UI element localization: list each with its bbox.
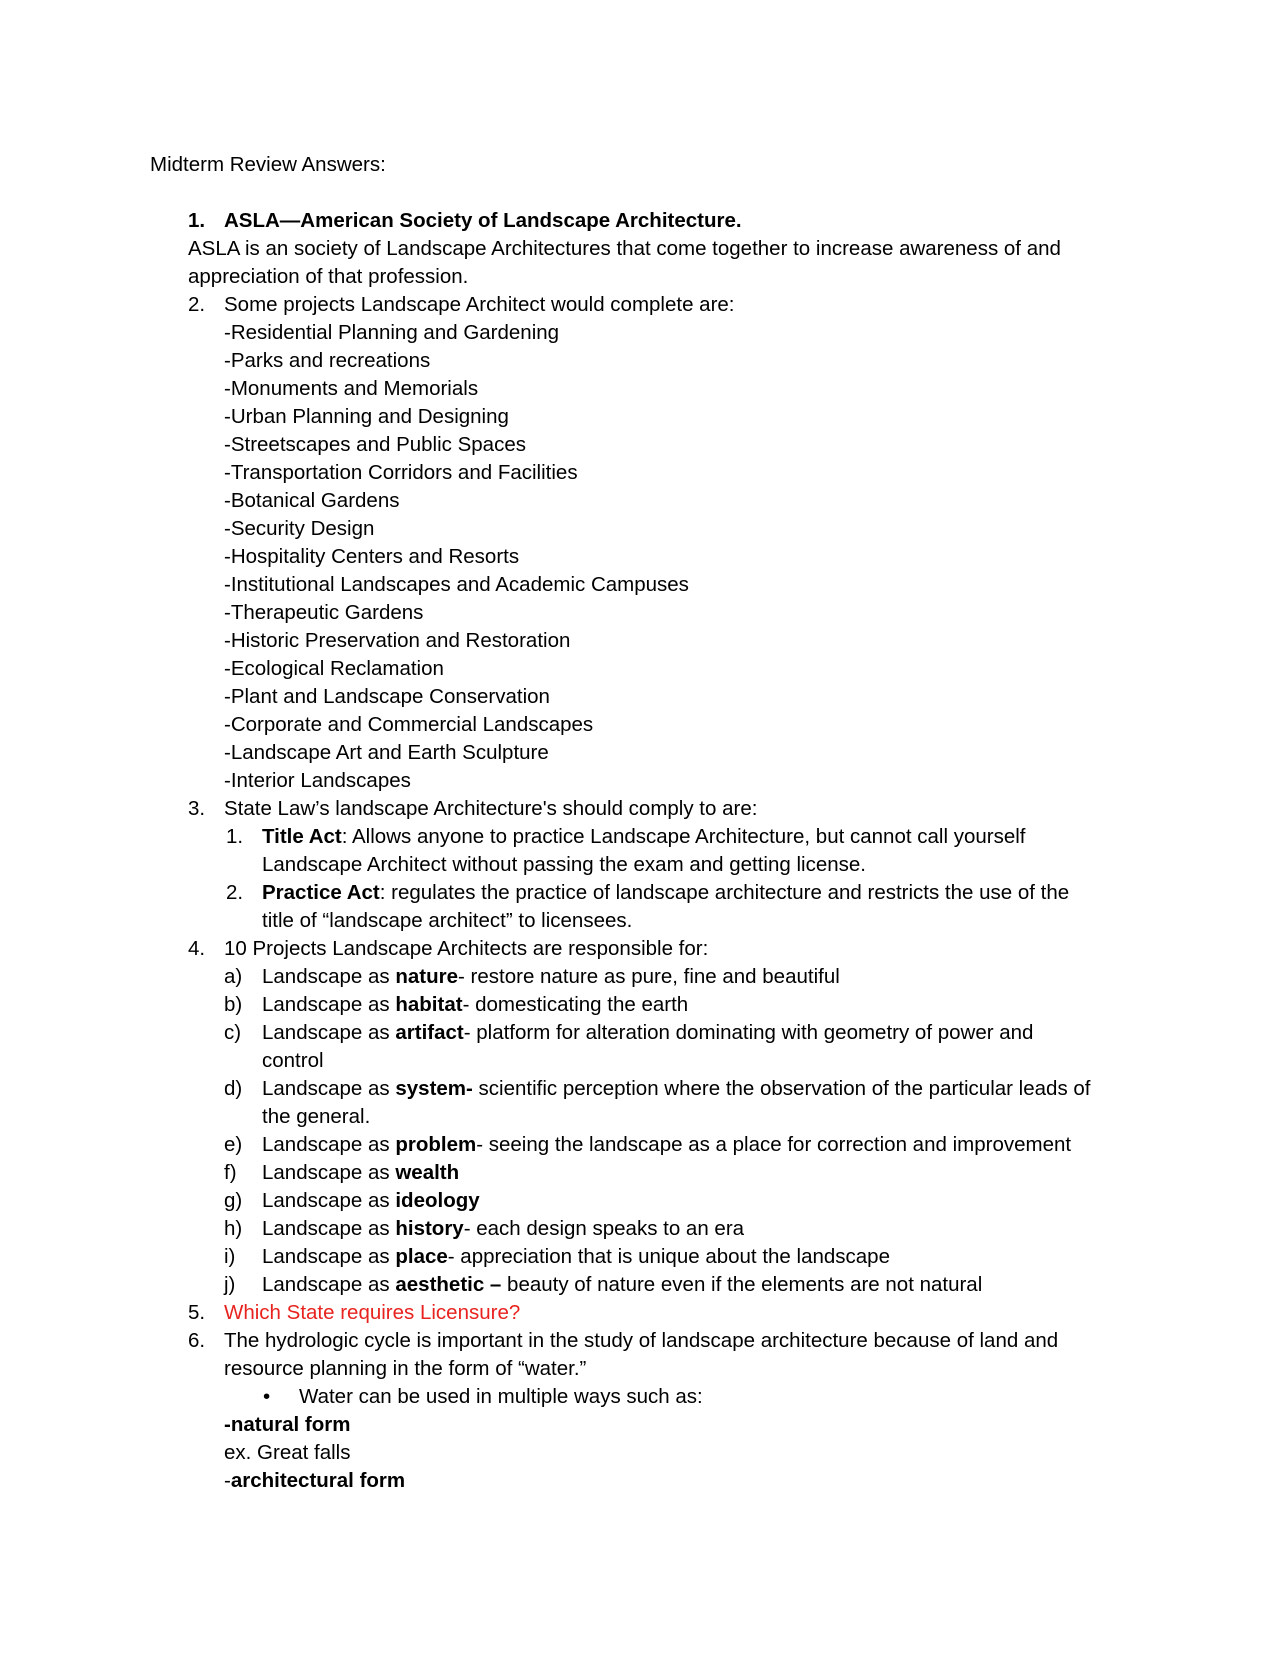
q4-item-letter: j)	[224, 1273, 236, 1296]
q4-intro: 10 Projects Landscape Architects are responsible for:	[224, 937, 709, 960]
q4-item-term: artifact	[395, 1021, 464, 1044]
bullet-icon: •	[263, 1385, 271, 1408]
q3-sub2-number: 2.	[226, 881, 244, 904]
q4-item-term: problem	[395, 1133, 477, 1156]
practice-act-text: : regulates the practice of landscape architecture and restricts the use of the	[379, 881, 1070, 904]
q4-item-letter: f)	[224, 1161, 237, 1184]
q4-item-term: aesthetic –	[395, 1273, 502, 1296]
q3-number: 3.	[188, 797, 206, 820]
q2-item: -Monuments and Memorials	[224, 377, 479, 400]
q2-item: -Urban Planning and Designing	[224, 405, 509, 428]
q2-item: -Security Design	[224, 517, 375, 540]
q4-item-letter: b)	[224, 993, 243, 1016]
q3-sub2-line-2: title of “landscape architect” to licensees.	[262, 909, 633, 932]
q2-item: -Landscape Art and Earth Sculpture	[224, 741, 549, 764]
q4-item: Landscape as aesthetic – beauty of nature even if the elements are not natural	[262, 1273, 983, 1296]
q6-example: ex. Great falls	[224, 1441, 351, 1464]
q3-sub1-line-2: Landscape Architect without passing the exam and getting license.	[262, 853, 866, 876]
q4-item: Landscape as problem- seeing the landscape as a place for correction and improvement	[262, 1133, 1072, 1156]
q6-bullet-text: Water can be used in multiple ways such as:	[299, 1385, 703, 1408]
q2-item: -Streetscapes and Public Spaces	[224, 433, 526, 456]
q4-item: Landscape as system- scientific perception where the observation of the particular leads of	[262, 1077, 1091, 1100]
q4-item-letter: c)	[224, 1021, 242, 1044]
q2-item: -Corporate and Commercial Landscapes	[224, 713, 594, 736]
q4-item-term: history	[395, 1217, 464, 1240]
q4-item: Landscape as ideology	[262, 1189, 480, 1212]
q4-item-term: ideology	[395, 1189, 480, 1212]
q4-item: Landscape as habitat- domesticating the earth	[262, 993, 689, 1016]
q2-item: -Parks and recreations	[224, 349, 431, 372]
q4-item: Landscape as place- appreciation that is unique about the landscape	[262, 1245, 890, 1268]
q1-number: 1.	[188, 209, 206, 232]
q2-item: -Ecological Reclamation	[224, 657, 444, 680]
q2-item: -Plant and Landscape Conservation	[224, 685, 550, 708]
q1-text-line-2: appreciation of that profession.	[188, 265, 469, 288]
q3-sub2-line-1	[262, 879, 1069, 907]
q4-item: Landscape as wealth	[262, 1161, 460, 1184]
q2-item: -Residential Planning and Gardening	[224, 321, 560, 344]
title-act-term: Title Act	[262, 825, 342, 848]
q2-item: -Interior Landscapes	[224, 769, 411, 792]
q2-item: -Botanical Gardens	[224, 489, 400, 512]
q1-heading: ASLA—American Society of Landscape Architecture.	[224, 209, 742, 232]
q6-text-line-1: The hydrologic cycle is important in the study of landscape architecture because of land and	[224, 1329, 1059, 1352]
q4-item-letter: g)	[224, 1189, 243, 1212]
q4-number: 4.	[188, 937, 206, 960]
q4-item-letter: h)	[224, 1217, 243, 1240]
q2-item: -Historic Preservation and Restoration	[224, 629, 571, 652]
q2-item: -Institutional Landscapes and Academic Campuses	[224, 573, 689, 596]
q1-text-line-1: ASLA is an society of Landscape Architectures that come together to increase awareness of and	[188, 237, 1061, 260]
q4-item-continuation: control	[262, 1049, 324, 1072]
q2-number: 2.	[188, 293, 206, 316]
title-act-text: : Allows anyone to practice Landscape Architecture, but cannot call yourself	[341, 825, 1026, 848]
q4-item: Landscape as nature- restore nature as pure, fine and beautiful	[262, 965, 840, 988]
q2-intro: Some projects Landscape Architect would complete are:	[224, 293, 735, 316]
q2-item: -Hospitality Centers and Resorts	[224, 545, 520, 568]
q4-item-term: habitat	[395, 993, 463, 1016]
q4-item-continuation: the general.	[262, 1105, 371, 1128]
q2-item: -Transportation Corridors and Facilities	[224, 461, 578, 484]
q4-item-term: place	[395, 1245, 448, 1268]
q5-question: Which State requires Licensure?	[224, 1301, 521, 1324]
q6-text-line-2: resource planning in the form of “water.”	[224, 1357, 587, 1380]
q4-item-term: nature	[395, 965, 459, 988]
q2-item: -Therapeutic Gardens	[224, 601, 424, 624]
q5-number: 5.	[188, 1301, 206, 1324]
practice-act-term: Practice Act	[262, 881, 380, 904]
q4-item-letter: a)	[224, 965, 243, 988]
q4-item-letter: i)	[224, 1245, 236, 1268]
q4-item-letter: d)	[224, 1077, 243, 1100]
q4-item-letter: e)	[224, 1133, 243, 1156]
q6-natural-form: -natural form	[224, 1413, 351, 1436]
q4-item: Landscape as history- each design speaks to an era	[262, 1217, 745, 1240]
q6-number: 6.	[188, 1329, 206, 1352]
q6-architectural-form: -architectural form	[224, 1469, 406, 1492]
q4-item: Landscape as artifact- platform for alteration dominating with geometry of power and	[262, 1021, 1034, 1044]
q3-intro: State Law’s landscape Architecture's should comply to are:	[224, 797, 758, 820]
q4-item-term: wealth	[395, 1161, 460, 1184]
q4-item-term: system-	[395, 1077, 473, 1100]
q3-sub1-line-1	[262, 823, 1025, 851]
page-title: Midterm Review Answers:	[150, 153, 386, 176]
q3-sub1-number: 1.	[226, 825, 244, 848]
